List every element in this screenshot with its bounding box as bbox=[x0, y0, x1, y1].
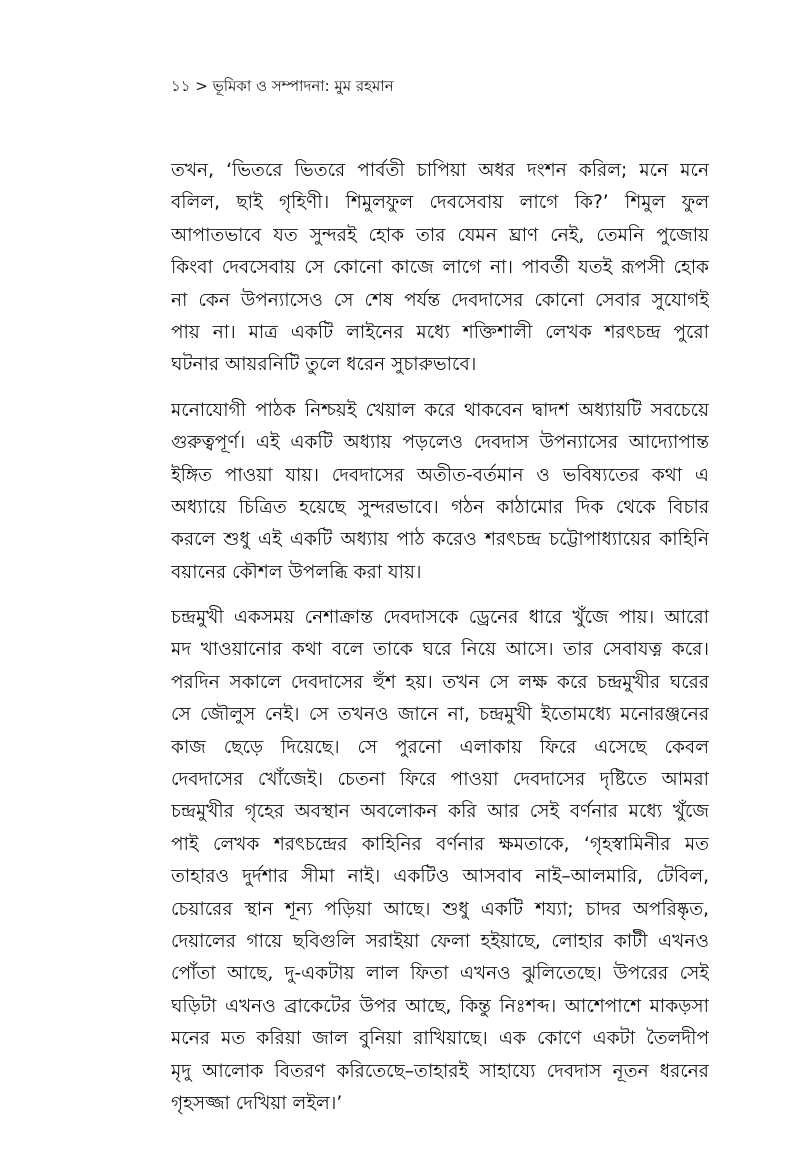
text-line: পাই লেখক শরৎচন্দ্রের কাহিনির বর্ণনার ক্ষমতাকে, ‘গৃহস্বামিনীর মত bbox=[171, 833, 709, 855]
paragraph-3 bbox=[171, 602, 709, 1120]
text-line: মৃদু আলোক বিতরণ করিতেছে–তাহারই সাহায্যে দেবদাস নূতন ধরনের bbox=[171, 1060, 709, 1082]
header-separator: > bbox=[195, 77, 208, 95]
text-line: আপাতভাবে যত সুন্দরই হোক তার যেমন ঘ্রাণ নেই, তেমনি পুজোয় bbox=[171, 224, 709, 246]
text-line: দেয়ালের গায়ে ছবিগুলি সরাইয়া ফেলা হইয়াছে, লোহার কাটী এখনও bbox=[171, 930, 709, 952]
text-line: চন্দ্রমুখী একসময় নেশাক্রান্ত দেবদাসকে ড্রেনের ধারে খুঁজে পায়। আরো bbox=[171, 607, 709, 629]
text-line: মনোযোগী পাঠক নিশ্চয়ই খেয়াল করে থাকবেন দ্বাদশ অধ্যায়টি সবচেয়ে bbox=[171, 399, 709, 421]
text-line: চন্দ্রমুখীর গৃহের অবস্থান অবলোকন করি আর সেই বর্ণনার মধ্যে খুঁজে bbox=[171, 801, 709, 823]
text-line: না কেন উপন্যাসেও সে শেষ পর্যন্ত দেবদাসের কোনো সেবার সুযোগই bbox=[171, 289, 709, 311]
text-line: গৃহসজ্জা দেখিয়া লইল।’ bbox=[171, 1092, 343, 1114]
section-title: ভূমিকা ও সম্পাদনা: মুম রহমান bbox=[212, 77, 394, 95]
text-line: তখন, ‘ভিতরে ভিতরে পার্বতী চাপিয়া অধর দংশন করিল; মনে মনে bbox=[171, 160, 709, 181]
text-line: তাহারও দুর্দশার সীমা নাই। একটিও আসবাব নাই–আলমারি, টেবিল, bbox=[171, 866, 709, 888]
text-line: মনের মত করিয়া জাল বুনিয়া রাখিয়াছে। এক কোণে একটা তৈলদীপ bbox=[171, 1028, 709, 1050]
text-line: দেবদাসের খোঁজেই। চেতনা ফিরে পাওয়া দেবদাসের দৃষ্টিতে আমরা bbox=[171, 769, 709, 791]
page-number: ১১ bbox=[171, 77, 191, 95]
text-line: করলে শুধু এই একটি অধ্যায় পাঠ করেও শরৎচন্দ্র চট্টোপাধ্যায়ের কাহিনি bbox=[171, 529, 709, 551]
text-line: চেয়ারের স্থান শূন্য পড়িয়া আছে। শুধু একটি শয্যা; চাদর অপরিষ্কৃত, bbox=[171, 898, 709, 920]
paragraph-1 bbox=[171, 155, 709, 382]
text-line: মদ খাওয়ানোর কথা বলে তাকে ঘরে নিয়ে আসে। তার সেবাযত্ন করে। bbox=[171, 639, 709, 661]
text-line: গুরুত্বপূর্ণ। এই একটি অধ্যায় পড়লেও দেবদাস উপন্যাসের আদ্যোপান্ত bbox=[171, 432, 709, 454]
body-text bbox=[171, 155, 709, 1133]
text-line: ঘটনার আয়রনিটি তুলে ধরেন সুচারুভাবে। bbox=[171, 354, 477, 376]
text-line: পায় না। মাত্র একটি লাইনের মধ্যে শক্তিশালী লেখক শরৎচন্দ্র পুরো bbox=[171, 321, 709, 343]
running-head bbox=[171, 76, 394, 96]
text-line: সে জৌলুস নেই। সে তখনও জানে না, চন্দ্রমুখী ইতোমধ্যে মনোরঞ্জনের bbox=[171, 704, 709, 726]
text-line: বলিল, ছাই গৃহিণী। শিমুলফুল দেবসেবায় লাগে কি?’ শিমুল ফুল bbox=[171, 192, 709, 214]
text-line: কিংবা দেবসেবায় সে কোনো কাজে লাগে না। পাবর্তী যতই রূপসী হোক bbox=[171, 257, 709, 279]
text-line: পরদিন সকালে দেবদাসের হুঁশ হয়। তখন সে লক্ষ করে চন্দ্রমুখীর ঘরের bbox=[171, 671, 709, 693]
text-line: অধ্যায়ে চিত্রিত হয়েছে সুন্দরভাবে। গঠন কাঠামোর দিক থেকে বিচার bbox=[171, 496, 709, 518]
text-line: ঘড়িটা এখনও ব্রাকেটের উপর আছে, কিন্তু নিঃশব্দ। আশেপাশে মাকড়সা bbox=[171, 995, 709, 1017]
text-line: বয়ানের কৌশল উপলব্ধি করা যায়। bbox=[171, 561, 422, 583]
text-line: পোঁতা আছে, দু-একটায় লাল ফিতা এখনও ঝুলিতেছে। উপরের সেই bbox=[171, 963, 709, 985]
text-line: কাজ ছেড়ে দিয়েছে। সে পুরনো এলাকায় ফিরে এসেছে কেবল bbox=[171, 736, 709, 758]
text-line: ইঙ্গিত পাওয়া যায়। দেবদাসের অতীত-বর্তমান ও ভবিষ্যতের কথা এ bbox=[171, 464, 709, 486]
paragraph-2 bbox=[171, 395, 709, 589]
